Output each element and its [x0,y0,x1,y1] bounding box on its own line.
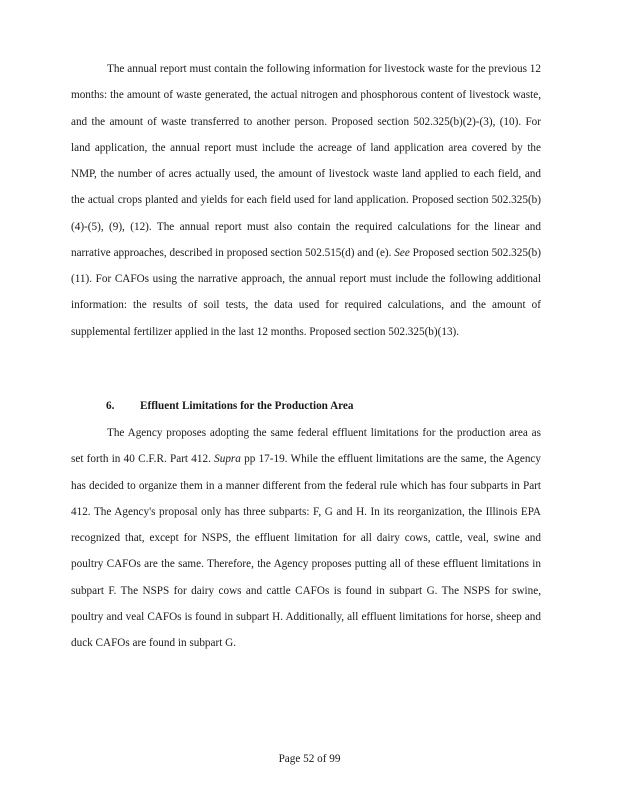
body-paragraph [71,56,541,345]
body-paragraph [71,420,541,656]
paragraph-text: The annual report must contain the following information for livestock waste for the previous 12 months: the amount of waste generated, the actual nitrogen and phosphorous content of livestock waste, and the amount of waste transferred to another person. Proposed section 502.325(b)(2)-(3), (10). For land application, the annual report must include the acreage of land application area covered by the NMP, the number of acres actually used, the amount of livestock waste land applied to each field, and the actual crops planted and yields for each field used for land application. Proposed section 502.325(b)(4)-(5), (9), (12). The annual report must also contain the required calculations for the linear and narrative approaches, described in proposed section 502.515(d) and (e). [71,63,541,259]
page-footer [0,752,619,766]
section-title: Effluent Limitations for the Production Area [140,400,354,412]
section-number: 6. [106,400,115,412]
section-heading [106,393,354,419]
citation-signal: See [394,246,410,259]
page-number: Page 52 of 99 [278,753,341,765]
citation-signal: Supra [214,453,241,466]
paragraph-text: pp 17-19. While the effluent limitations are the same, the Agency has decided to organize them in a manner different from the federal rule which has four subparts in Part 412. The Agency's proposal only has three subparts: F, G and H. In its reorganization, the Illinois EPA recognized that, except for NSPS, the effluent limitation for all dairy cows, cattle, veal, swine and poultry CAFOs are the same. Therefore, the Agency proposes putting all of these effluent limitations in subpart F. The NSPS for dairy cows and cattle CAFOs is found in subpart G. The NSPS for swine, poultry and veal CAFOs is found in subpart H. Additionally, all effluent limitations for horse, sheep and duck CAFOs are found in subpart G. [71,453,541,649]
paragraph-text: Proposed section 502.325(b)(11). For CAFOs using the narrative approach, the annual report must include the following additional information: the results of soil tests, the data used for required calculations, and the amount of supplemental fertilizer applied in the last 12 months. Proposed section 502.325(b)(13). [71,246,541,338]
paragraph-text: The Agency proposes adopting the same federal effluent limitations for the production area as set forth in 40 C.F.R. Part 412. [71,427,541,466]
